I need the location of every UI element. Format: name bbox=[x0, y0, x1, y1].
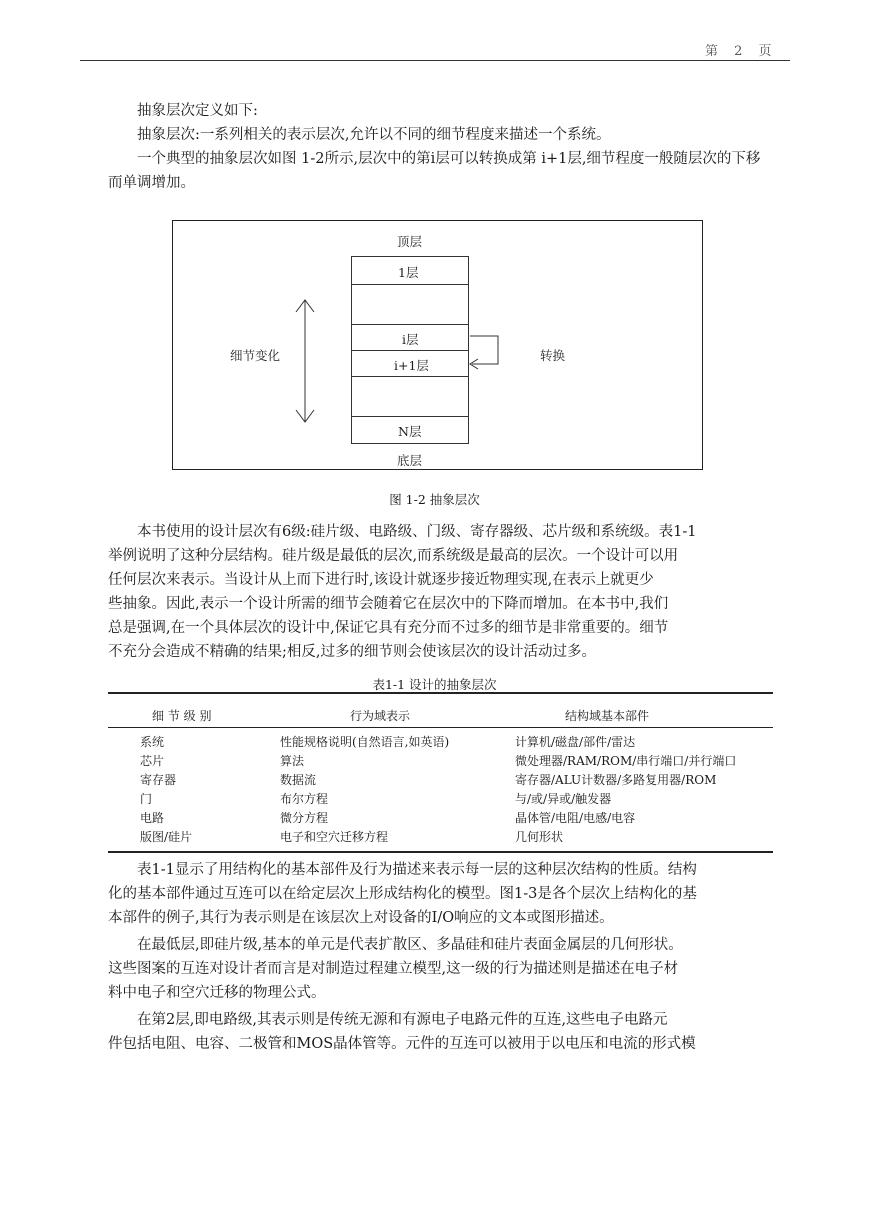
table-caption: 表1-1 设计的抽象层次 bbox=[372, 677, 497, 692]
table-cell: 电子和空穴迁移方程 bbox=[280, 830, 389, 844]
table-cell: 微处理器/RAM/ROM/串行端口/并行端口 bbox=[515, 754, 737, 768]
figure-bottom-label: 底层 bbox=[397, 453, 423, 468]
table-cell: 芯片 bbox=[140, 754, 165, 768]
intro-line-1: 抽象层次定义如下: bbox=[137, 103, 258, 119]
table-cell: 计算机/磁盘/部件/雷达 bbox=[515, 735, 636, 749]
table-cell: 寄存器 bbox=[140, 773, 177, 787]
layer-divider bbox=[351, 284, 469, 285]
layer-divider bbox=[351, 416, 469, 417]
double-arrow-icon bbox=[290, 296, 320, 426]
table-header-level: 细 节 级 别 bbox=[152, 709, 212, 723]
table-cell: 性能规格说明(自然语言,如英语) bbox=[280, 735, 450, 749]
table-cell: 电路 bbox=[140, 811, 165, 825]
body-line: 不充分会造成不精确的结果;相反,过多的细节则会使该层次的设计活动过多。 bbox=[108, 644, 596, 660]
body-line: 化的基本部件通过互连可以在给定层次上形成结构化的模型。图1-3是各个层次上结构化的基 bbox=[108, 886, 697, 902]
body-line: 本书使用的设计层次有6级:硅片级、电路级、门级、寄存器级、芯片级和系统级。表1-1 bbox=[137, 524, 697, 540]
intro-line-2: 抽象层次:一系列相关的表示层次,允许以不同的细节程度来描述一个系统。 bbox=[137, 127, 611, 143]
table-top-rule bbox=[108, 692, 773, 694]
table-header-rule bbox=[108, 727, 773, 728]
table-cell: 门 bbox=[140, 792, 153, 806]
body-line: 任何层次来表示。当设计从上而下进行时,该设计就逐步接近物理实现,在表示上就更少 bbox=[108, 572, 654, 588]
table-cell: 系统 bbox=[140, 735, 165, 749]
header-rule bbox=[80, 60, 790, 61]
table-bottom-rule bbox=[108, 851, 773, 853]
table-cell: 算法 bbox=[280, 754, 305, 768]
layer-divider bbox=[351, 350, 469, 351]
body-line: 在最低层,即硅片级,基本的单元是代表扩散区、多晶硅和硅片表面金属层的几何形状。 bbox=[137, 937, 683, 953]
layer-i1-label: i+1层 bbox=[394, 358, 429, 373]
layer-n-label: N层 bbox=[398, 424, 422, 439]
layer-divider bbox=[351, 324, 469, 325]
body-line: 本部件的例子,其行为表示则是在该层次上对设备的I/O响应的文本或图形描述。 bbox=[108, 910, 614, 926]
body-line: 在第2层,即电路级,其表示则是传统无源和有源电子电路元件的互连,这些电子电路元 bbox=[137, 1012, 668, 1028]
figure-caption: 图 1-2 抽象层次 bbox=[389, 492, 480, 507]
figure-top-label: 顶层 bbox=[397, 234, 423, 249]
body-line: 表1-1显示了用结构化的基本部件及行为描述来表示每一层的这种层次结构的性质。结构 bbox=[137, 862, 697, 878]
layer-i-label: i层 bbox=[402, 332, 419, 347]
body-line: 料中电子和空穴迁移的物理公式。 bbox=[108, 985, 326, 1001]
table-cell: 几何形状 bbox=[515, 830, 564, 844]
transform-arrow-icon bbox=[466, 332, 506, 372]
detail-change-label: 细节变化 bbox=[230, 348, 281, 363]
table-header-behavior: 行为域表示 bbox=[350, 709, 411, 723]
table-cell: 微分方程 bbox=[280, 811, 329, 825]
table-header-structure: 结构域基本部件 bbox=[565, 709, 650, 723]
transform-label: 转换 bbox=[540, 348, 566, 363]
body-line: 总是强调,在一个具体层次的设计中,保证它具有充分而不过多的细节是非常重要的。细节 bbox=[108, 620, 669, 636]
table-cell: 版图/硅片 bbox=[140, 830, 193, 844]
body-line: 这些图案的互连对设计者而言是对制造过程建立模型,这一级的行为描述则是描述在电子材 bbox=[108, 961, 679, 977]
intro-paragraph: 一个典型的抽象层次如图 1-2所示,层次中的第i层可以转换成第 i+1层,细节程度一般随层次的下移而单调增加。 bbox=[108, 151, 761, 191]
body-line: 举例说明了这种分层结构。硅片级是最低的层次,而系统级是最高的层次。一个设计可以用 bbox=[108, 548, 679, 564]
table-cell: 寄存器/ALU计数器/多路复用器/ROM bbox=[515, 773, 717, 787]
table-cell: 布尔方程 bbox=[280, 792, 329, 806]
table-cell: 数据流 bbox=[280, 773, 317, 787]
body-line: 件包括电阻、电容、二极管和MOS晶体管等。元件的互连可以被用于以电压和电流的形式模 bbox=[108, 1036, 696, 1052]
layer-1-label: 1层 bbox=[398, 265, 419, 280]
layer-divider bbox=[351, 376, 469, 377]
table-cell: 晶体管/电阻/电感/电容 bbox=[515, 811, 636, 825]
page-number: 第 2 页 bbox=[705, 44, 778, 59]
body-line: 些抽象。因此,表示一个设计所需的细节会随着它在层次中的下降而增加。在本书中,我们 bbox=[108, 596, 669, 612]
table-cell: 与/或/异或/触发器 bbox=[515, 792, 612, 806]
